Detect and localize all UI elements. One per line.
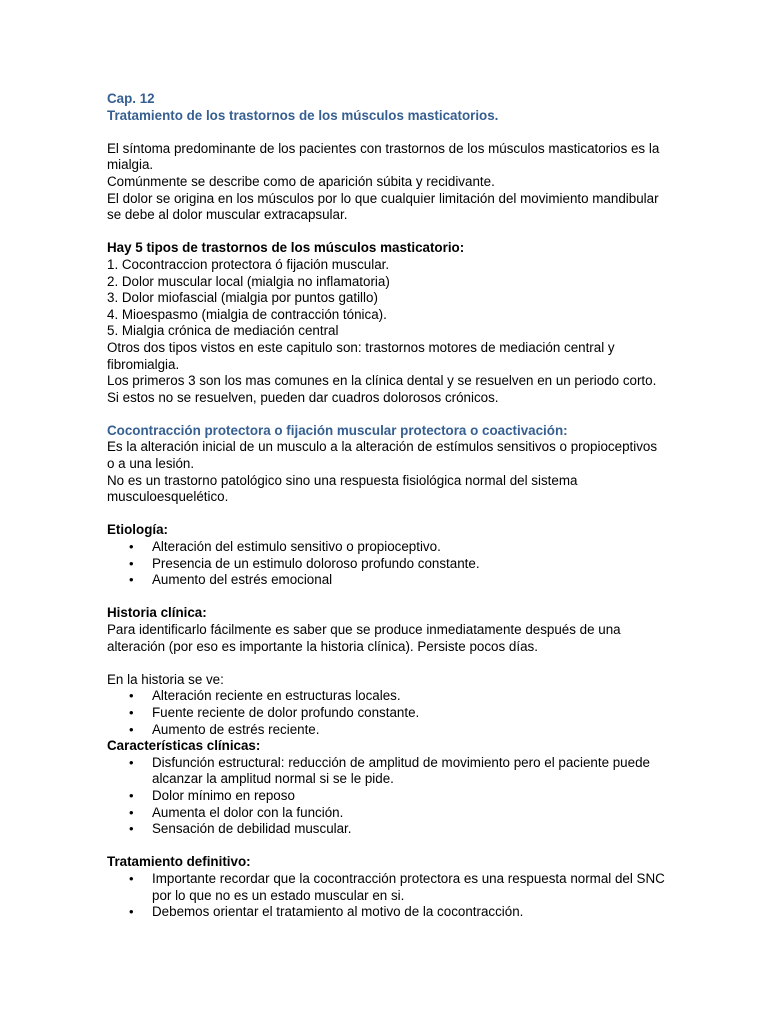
document-title: Tratamiento de los trastornos de los músculos masticatorios. <box>107 107 499 123</box>
intro-paragraph-2: Comúnmente se describe como de aparición súbita y recidivante. <box>107 173 495 189</box>
list-item: • Presencia de un estimulo doloroso profundo constante. <box>107 556 667 573</box>
intro-paragraph-3: El dolor se origina en los músculos por lo que cualquier limitación del movimiento mandibular se debe al dolor muscular extracapsular. <box>107 190 659 223</box>
list-item: • Alteración del estimulo sensitivo o propioceptivo. <box>107 539 667 556</box>
types-note-common: Los primeros 3 son los mas comunes en la clínica dental y se resuelven en un periodo corto. Si estos no se resuelven, pueden dar cuadros dolorosos crónicos. <box>107 373 657 405</box>
clinical-heading: Características clínicas: <box>107 738 261 754</box>
treatment-heading: Tratamiento definitivo: <box>107 854 251 870</box>
list-item: • Aumento del estrés emocional <box>107 572 667 589</box>
document-page <box>107 91 667 921</box>
history-list <box>107 688 667 738</box>
history-lead: En la historia se ve: <box>107 671 224 687</box>
types-item: 2. Dolor muscular local (mialgia no inflamatoria) <box>107 273 390 289</box>
chapter-label: Cap. 12 <box>107 91 155 106</box>
etiology-list <box>107 539 667 589</box>
list-item: • Fuente reciente de dolor profundo constante. <box>107 705 667 722</box>
list-item: • Importante recordar que la cocontracción protectora es una respuesta normal del SNC por lo que no es un estado muscular en si. <box>107 871 667 904</box>
cocontraction-paragraph-2: No es un trastorno patológico sino una respuesta fisiológica normal del sistema musculoesquelético. <box>107 472 578 505</box>
clinical-list <box>107 755 667 838</box>
list-item: • Debemos orientar el tratamiento al motivo de la cocontracción. <box>107 904 667 921</box>
intro-paragraph-1: El síntoma predominante de los pacientes con trastornos de los músculos masticatorios es la mialgia. <box>107 140 660 173</box>
types-item: 5. Mialgia crónica de mediación central <box>107 323 339 339</box>
list-item: • Dolor mínimo en reposo <box>107 788 667 805</box>
types-heading: Hay 5 tipos de trastornos de los músculos masticatorio: <box>107 240 465 256</box>
history-heading: Historia clínica: <box>107 605 207 621</box>
cocontraction-paragraph-1: Es la alteración inicial de un musculo a la alteración de estímulos sensitivos o propioceptivos o a una lesión. <box>107 439 658 472</box>
treatment-list <box>107 871 667 921</box>
list-item: • Aumento de estrés reciente. <box>107 722 667 739</box>
types-item: 1. Cocontraccion protectora ó fijación muscular. <box>107 256 390 272</box>
list-item: • Alteración reciente en estructuras locales. <box>107 688 667 705</box>
history-paragraph: Para identificarlo fácilmente es saber que se produce inmediatamente después de una alteración (por eso es importante la historia clínica). Persiste pocos días. <box>107 622 621 654</box>
list-item: • Sensación de debilidad muscular. <box>107 821 667 838</box>
list-item: • Aumenta el dolor con la función. <box>107 805 667 822</box>
types-item: 4. Mioespasmo (mialgia de contracción tónica). <box>107 306 387 322</box>
types-note-other: Otros dos tipos vistos en este capitulo son: trastornos motores de mediación central y fibromialgia. <box>107 339 615 372</box>
cocontraction-heading: Cocontracción protectora o fijación muscular protectora o coactivación: <box>107 422 568 438</box>
types-item: 3. Dolor miofascial (mialgia por puntos gatillo) <box>107 290 378 306</box>
etiology-heading: Etiología: <box>107 522 168 538</box>
list-item: • Disfunción estructural: reducción de amplitud de movimiento pero el paciente puede alcanzar la amplitud normal si se le pide. <box>107 755 667 788</box>
